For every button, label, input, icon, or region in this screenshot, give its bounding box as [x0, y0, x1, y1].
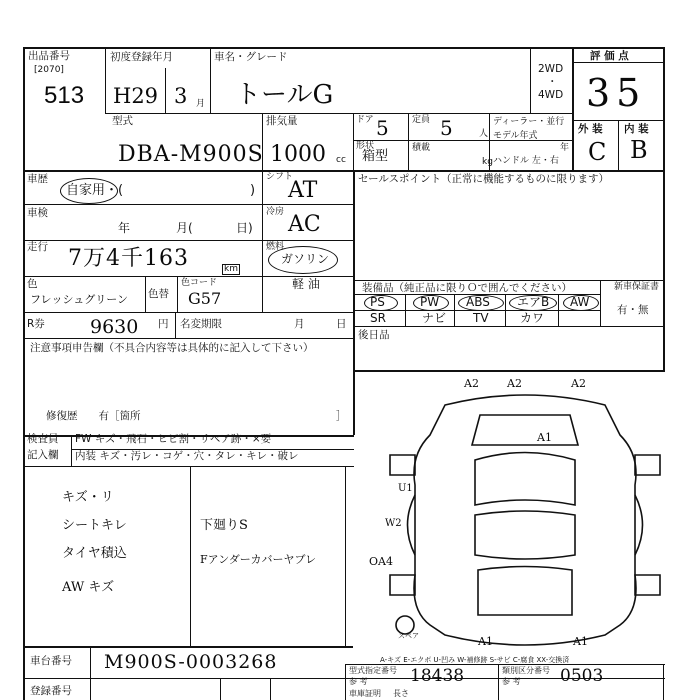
drive-4wd: 4WD	[538, 89, 564, 101]
shift-value: AT	[288, 178, 318, 203]
equip-ps: PS	[370, 295, 385, 309]
storage-label: 車庫証明	[349, 689, 381, 698]
equip-airbag: エアB	[517, 295, 550, 309]
sep	[175, 312, 176, 338]
load-label: 積載	[412, 143, 431, 153]
first-reg-value: H29	[113, 84, 159, 108]
sep	[71, 435, 72, 466]
eval-score: 35	[586, 71, 647, 115]
kg-unit: kg	[482, 157, 493, 167]
registration-label: 登録番号	[30, 685, 72, 697]
sep	[600, 280, 601, 326]
person-unit: 人	[479, 129, 489, 139]
note-5: 下廻りS	[200, 518, 248, 533]
row-line	[72, 449, 354, 450]
recycle-value: 9630	[90, 316, 139, 338]
sep	[572, 47, 574, 170]
door-value: 5	[376, 116, 389, 140]
row-line	[355, 294, 600, 295]
spare-label: スペア	[398, 632, 419, 640]
model-year-label: モデル年式	[493, 131, 538, 141]
row-line	[23, 312, 354, 313]
lot-label: 出品番号	[28, 50, 70, 62]
equip-sr: SR	[370, 311, 386, 325]
note-2: シートキレ	[62, 518, 127, 533]
sep	[530, 47, 531, 113]
inspection-day: 日)	[236, 221, 253, 235]
lot-number: 513	[44, 82, 85, 109]
door-label: ドア	[356, 115, 374, 125]
mark-a1-roof: A1	[537, 431, 552, 444]
fuel-value: ガソリン	[281, 252, 330, 266]
row-line	[23, 240, 354, 241]
equipment-label: 装備品（純正品に限りＯで囲んでください）	[362, 282, 572, 294]
sep	[177, 276, 178, 312]
sep	[262, 170, 263, 312]
row-line	[353, 326, 665, 327]
inspection-label: 車検	[27, 207, 48, 219]
capacity-value: 5	[440, 116, 453, 140]
inspector-label: 検査員	[27, 433, 59, 445]
manual-label: 新車保証書	[614, 282, 660, 292]
row-line	[23, 338, 354, 339]
yen-unit: 円	[158, 318, 169, 330]
mark-a1-rear: A1	[478, 635, 493, 648]
note-6: Fアンダーカバーヤブレ	[200, 553, 317, 566]
note-3: タイヤ積込	[62, 546, 127, 561]
row-line	[355, 310, 600, 311]
interior-label: 内 装	[624, 123, 649, 135]
sales-point-label: セールスポイント（正常に機能するものに限ります）	[358, 173, 610, 185]
repair-close: ］	[336, 410, 347, 422]
sep	[353, 113, 354, 170]
row-line	[23, 646, 353, 648]
row-line	[23, 204, 354, 205]
sep	[498, 664, 499, 700]
sep	[270, 679, 271, 700]
model-value: DBA-M900S	[118, 142, 264, 167]
type-designation-value: 18438	[410, 666, 465, 686]
row-line	[353, 140, 573, 141]
shift-label: シフト	[266, 172, 294, 182]
sep	[165, 68, 166, 113]
row-line	[353, 280, 665, 281]
cc-unit: cc	[336, 155, 346, 165]
fw-line: FW キズ・飛石・ヒビ割・リペア跡・×要	[75, 433, 272, 445]
note-4: AW キズ	[62, 580, 115, 595]
shape-value: 箱型	[362, 149, 389, 164]
interior-line: 内装 キズ・汚レ・コゲ・穴・タレ・キレ・破レ	[75, 450, 299, 462]
aircon-value: AC	[288, 212, 321, 237]
first-reg-label: 初度登録年月	[110, 51, 173, 63]
car-name-value: トールG	[235, 80, 334, 110]
sep	[90, 646, 91, 700]
mileage-value: 7万4千163	[68, 246, 189, 271]
sep	[663, 664, 664, 700]
km-unit: km	[224, 264, 238, 274]
name-change-label: 名変期限	[180, 318, 222, 330]
color-code-value: G57	[188, 289, 222, 308]
fuel-label: 燃料	[266, 242, 285, 252]
reference-label: 参 考	[349, 677, 368, 686]
later-label: 後日品	[358, 329, 390, 341]
exterior-value: C	[588, 138, 607, 166]
sep	[345, 466, 346, 646]
equip-pw: PW	[420, 295, 440, 309]
interior-value: B	[630, 136, 648, 164]
model-label: 型式	[112, 115, 133, 127]
repair-label: 修復歴 有［箇所	[46, 410, 141, 422]
usage-label: 車歴	[27, 173, 48, 185]
year-unit: 年	[560, 143, 570, 153]
sep	[353, 170, 355, 435]
color-change-label: 色替	[148, 288, 169, 300]
notes-label: 注意事項申告欄（不具合内容等は具体的に記入して下さい）	[30, 342, 314, 354]
handle-label: ハンドル 左・右	[493, 156, 559, 166]
eval-label: 評 価 点	[590, 50, 629, 62]
mark-a2-right: A2	[571, 377, 586, 390]
mark-w2: W2	[385, 518, 402, 529]
car-damage-diagram	[380, 375, 670, 665]
sep	[345, 664, 346, 700]
exterior-label: 外 装	[578, 123, 603, 135]
displacement-label: 排気量	[266, 115, 298, 127]
capacity-label: 定員	[412, 115, 431, 125]
sep	[408, 113, 409, 170]
color-value: フレッシュグリーン	[30, 293, 129, 306]
sep	[105, 47, 106, 113]
sep	[618, 120, 619, 170]
equip-tv: TV	[473, 311, 489, 325]
frame-left	[23, 47, 25, 700]
equip-leather: カワ	[520, 311, 545, 325]
sep	[220, 679, 221, 700]
chassis-value: M900S-0003268	[104, 651, 278, 673]
month-unit: 月	[196, 99, 206, 109]
row-line	[353, 370, 665, 372]
name-change-day: 日	[336, 318, 347, 330]
inspector-note: 記入欄	[27, 449, 59, 461]
frame-top	[23, 47, 665, 49]
sep	[190, 466, 191, 646]
length-label: 長さ	[393, 689, 409, 698]
drive-2wd: 2WD	[538, 63, 564, 75]
equip-aw: AW	[570, 295, 590, 309]
displacement-value: 1000	[270, 142, 326, 167]
chassis-label: 車台番号	[30, 655, 72, 667]
car-name-label: 車名・グレード	[214, 51, 288, 63]
mileage-label: 走行	[27, 241, 48, 253]
lot-sub: [2070]	[34, 65, 64, 75]
recycle-label: R券	[27, 318, 45, 330]
aircon-label: 冷房	[266, 207, 285, 217]
frame-right	[663, 47, 665, 372]
equip-navi: ナビ	[422, 311, 447, 325]
type-designation-label: 型式指定番号	[349, 666, 397, 675]
category-label: 類別区分番号	[502, 666, 550, 675]
row-line	[572, 62, 665, 63]
first-reg-month: 3	[174, 84, 188, 108]
inspection-month: 月(	[176, 221, 193, 235]
color-code-label: 色コード	[181, 278, 218, 288]
row-line	[23, 170, 665, 172]
mark-oa4: OA4	[369, 555, 393, 568]
dealer-label: ディーラー・並行	[493, 117, 565, 127]
category-reference: 参 考	[502, 677, 521, 686]
usage-value: 自家用・(	[66, 183, 124, 198]
mark-a2-left: A2	[464, 377, 479, 390]
fuel-alt: 軽 油	[292, 277, 320, 291]
inspection-year: 年	[118, 221, 131, 235]
row-line	[23, 466, 354, 467]
category-value: 0503	[560, 666, 604, 686]
row-line	[105, 113, 573, 114]
equip-abs: ABS	[466, 295, 490, 309]
usage-close: )	[250, 183, 256, 198]
mark-a1-corner: A1	[573, 635, 588, 648]
mark-a2-mid: A2	[507, 377, 522, 390]
shape-label: 形状	[356, 141, 375, 151]
name-change-month: 月	[294, 318, 305, 330]
note-1: キズ・リ	[62, 490, 114, 505]
manual-value: 有・無	[617, 304, 649, 316]
color-label: 色	[27, 278, 38, 290]
sep	[210, 47, 211, 113]
legend: A-キズ E-エクボ U-凹み W-補修跡 S-サビ C-腐食 XX-交換済	[380, 656, 570, 664]
sep	[145, 276, 146, 312]
mark-u1: U1	[398, 483, 413, 494]
drive-dot: ・	[547, 76, 558, 88]
